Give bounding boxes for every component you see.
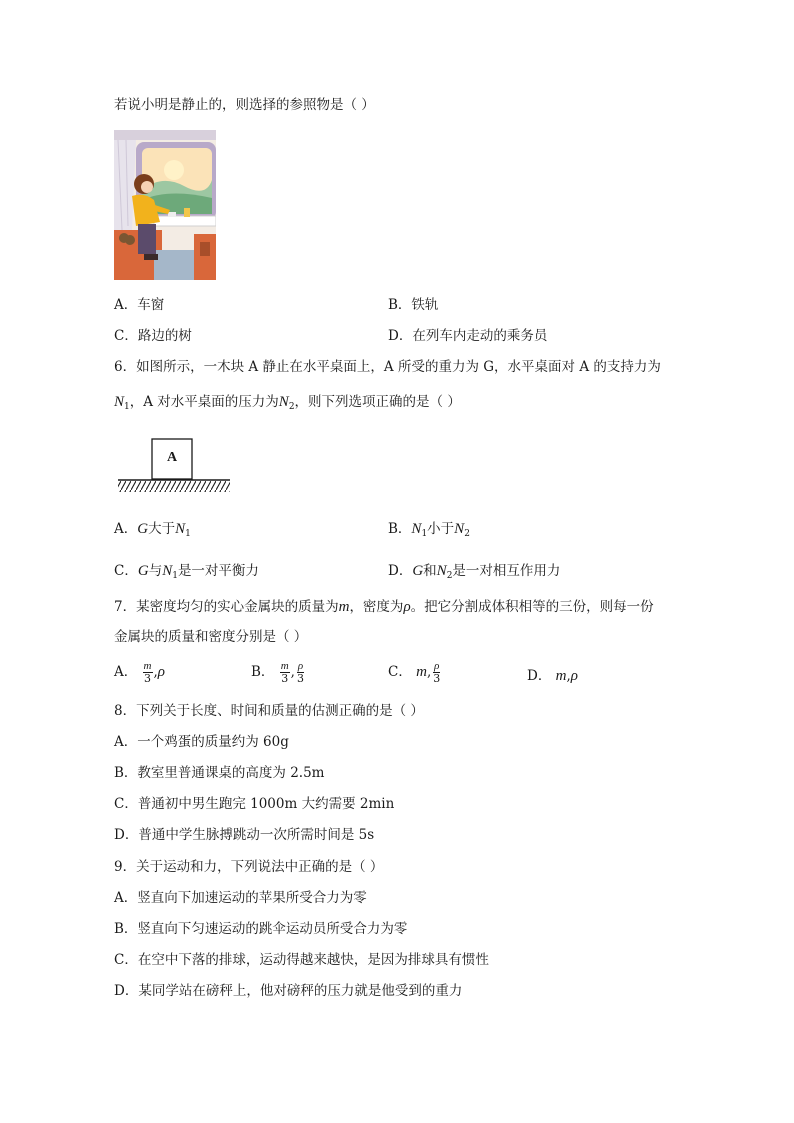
q8-option-b: B．教室里普通课桌的高度为 2.5m bbox=[114, 765, 325, 781]
train-window-illustration bbox=[114, 130, 216, 280]
q6-d-post: 是一对相互作用力 bbox=[452, 563, 561, 579]
q6-d-mid: 和 bbox=[423, 563, 437, 579]
frac-den: 3 bbox=[281, 672, 289, 685]
comma: , bbox=[290, 664, 295, 680]
q8-option-d: D．普通中学生脉搏跳动一次所需时间是 5s bbox=[114, 827, 375, 843]
q7-c-fraction-rho bbox=[432, 660, 441, 685]
q6-stem-line2 bbox=[114, 393, 461, 416]
q6-option-d bbox=[388, 562, 560, 585]
frac-den: 3 bbox=[144, 672, 152, 685]
q6-b-sub1: 1 bbox=[421, 529, 428, 539]
q6-b-n2: N bbox=[454, 521, 465, 537]
q6-d-sub: 2 bbox=[446, 571, 453, 581]
block-on-table-figure bbox=[116, 436, 232, 496]
q7-symbol-rho: ρ bbox=[403, 599, 411, 615]
q7-text-c: 。把它分割成体积相等的三份，则每一份 bbox=[410, 599, 654, 615]
q6-b-n1: N bbox=[411, 521, 422, 537]
q5-option-d: D．在列车内走动的乘务员 bbox=[388, 328, 548, 344]
q5-stem: 若说小明是静止的，则选择的参照物是（ ） bbox=[114, 97, 375, 113]
q7-a-prefix: A． bbox=[114, 664, 138, 680]
q9-option-a: A．竖直向下加速运动的苹果所受合力为零 bbox=[114, 890, 367, 906]
q6-c-g: G bbox=[137, 563, 149, 579]
q9-option-b: B．竖直向下匀速运动的跳伞运动员所受合力为零 bbox=[114, 921, 408, 937]
q7-a-rho: ρ bbox=[157, 664, 165, 680]
q7-b-fraction-rho bbox=[296, 660, 305, 685]
q7-stem-line2: 金属块的质量和密度分别是（ ） bbox=[114, 629, 308, 645]
q9-option-c: C．在空中下落的排球，运动得越来越快，是因为排球具有惯性 bbox=[114, 952, 489, 968]
q6-text-d: ，则下列选项正确的是（ ） bbox=[294, 394, 461, 410]
frac-den: 3 bbox=[433, 672, 441, 685]
frac-den: 3 bbox=[296, 672, 304, 685]
q6-option-a bbox=[114, 520, 191, 543]
q7-text-b: ，密度为 bbox=[349, 599, 404, 615]
q6-a-mid: 大于 bbox=[148, 521, 176, 537]
q7-option-c bbox=[388, 660, 442, 685]
q6-symbol-n2: N bbox=[278, 394, 289, 410]
block-label: A bbox=[166, 450, 178, 465]
q7-symbol-m: m bbox=[338, 599, 350, 615]
q8-option-a: A．一个鸡蛋的质量约为 60g bbox=[114, 734, 289, 750]
q8-stem: 8．下列关于长度、时间和质量的估测正确的是（ ） bbox=[114, 703, 424, 719]
q7-d-rho: ρ bbox=[570, 668, 578, 684]
q6-d-g: G bbox=[412, 563, 424, 579]
frac-num: m bbox=[143, 660, 152, 672]
q6-c-n: N bbox=[162, 563, 173, 579]
q6-b-mid: 小于 bbox=[427, 521, 455, 537]
q6-d-prefix: D． bbox=[388, 563, 413, 579]
q6-b-prefix: B． bbox=[388, 521, 412, 537]
q6-a-g: G bbox=[137, 521, 149, 537]
q6-a-n: N bbox=[175, 521, 186, 537]
comma: , bbox=[566, 668, 571, 684]
q5-option-a: A．车窗 bbox=[114, 297, 165, 313]
frac-num: m bbox=[280, 660, 289, 672]
q6-sub-1: 1 bbox=[124, 402, 130, 412]
q6-a-prefix: A． bbox=[114, 521, 138, 537]
q6-c-prefix: C． bbox=[114, 563, 138, 579]
comma: , bbox=[153, 664, 158, 680]
q7-d-prefix: D． bbox=[527, 668, 552, 684]
frac-num: ρ bbox=[297, 660, 304, 672]
q6-text-b: ，A 对水平桌面的压力为 bbox=[129, 394, 279, 410]
q5-option-b: B．铁轨 bbox=[388, 297, 439, 313]
frac-num: ρ bbox=[434, 660, 440, 672]
q5-option-c: C．路边的树 bbox=[114, 328, 192, 344]
q7-stem-line1 bbox=[114, 598, 654, 616]
q7-b-fraction-m bbox=[280, 660, 290, 685]
q6-c-mid: 与 bbox=[148, 563, 163, 579]
q7-c-m: m bbox=[416, 664, 427, 680]
q8-option-c: C．普通初中男生跑完 1000m 大约需要 2min bbox=[114, 796, 395, 812]
q6-a-sub: 1 bbox=[185, 529, 191, 539]
q7-c-prefix: C． bbox=[388, 664, 412, 680]
q9-stem: 9．关于运动和力，下列说法中正确的是（ ） bbox=[114, 859, 384, 875]
q6-d-n: N bbox=[436, 563, 447, 579]
q6-b-sub2: 2 bbox=[464, 529, 470, 539]
q6-c-sub: 1 bbox=[172, 571, 178, 581]
q7-b-prefix: B． bbox=[251, 664, 275, 680]
q6-sub-2: 2 bbox=[288, 402, 295, 412]
q6-c-post: 是一对平衡力 bbox=[177, 563, 259, 579]
q7-option-d bbox=[527, 664, 578, 685]
q6-option-c bbox=[114, 562, 259, 585]
q7-text-a: 7．某密度均匀的实心金属块的质量为 bbox=[114, 599, 339, 615]
q7-d-m: m bbox=[555, 668, 567, 684]
q7-a-fraction-m bbox=[143, 660, 153, 685]
q6-symbol-n1: N bbox=[114, 394, 125, 410]
q7-option-b bbox=[251, 660, 306, 685]
q6-stem-line1: 6．如图所示，一木块 A 静止在水平桌面上，A 所受的重力为 G，水平桌面对 A 的支持力为 bbox=[114, 359, 661, 375]
comma: , bbox=[426, 664, 432, 680]
q6-option-b bbox=[388, 520, 470, 543]
q7-option-a bbox=[114, 660, 165, 685]
q9-option-d: D．某同学站在磅秤上，他对磅秤的压力就是他受到的重力 bbox=[114, 983, 463, 999]
